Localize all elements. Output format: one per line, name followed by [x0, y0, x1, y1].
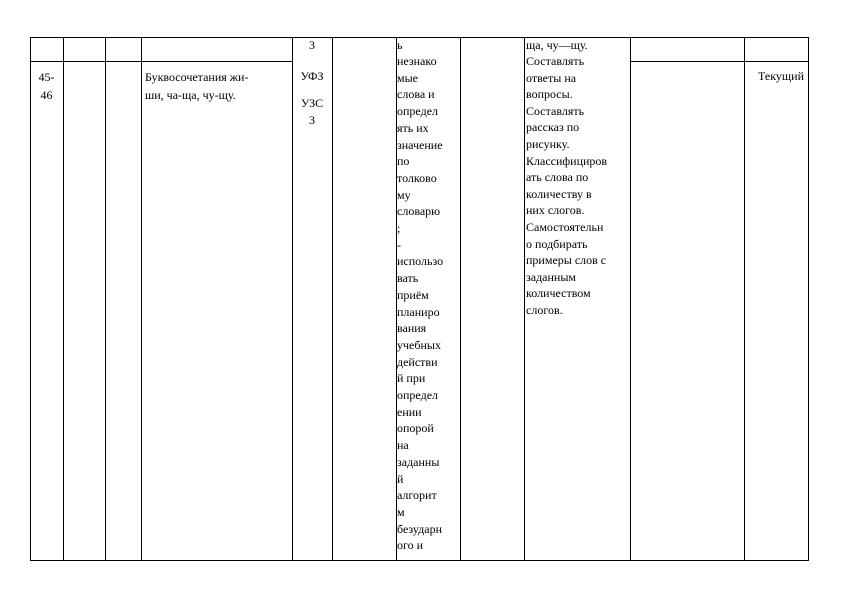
cell-lesson-topic: Буквосочетания жи- ши, ча-ща, чу-щу.	[145, 70, 249, 102]
cell-lesson-type-secondary: УЗС 3	[300, 96, 324, 127]
column-border-7	[460, 37, 461, 561]
column-border-8	[524, 37, 525, 561]
cell-lesson-type-primary: УФЗ	[300, 69, 324, 83]
column-border-9	[630, 37, 631, 561]
row-divider-first	[30, 61, 292, 62]
column-border-0	[30, 37, 31, 561]
column-border-2	[105, 37, 106, 561]
cell-activity-continued: ь	[397, 38, 403, 52]
row-divider-last	[630, 61, 809, 62]
cell-control-type: Текущий	[758, 69, 804, 83]
column-border-5	[332, 37, 333, 561]
cell-lesson-number: 45- 46	[38, 70, 55, 102]
cell-tasks-text: Составлять ответы на вопросы. Составлять рассказ по рисунку. Классифициров ать слова по количеству в них слогов. Самостоятельн о подбирать примеры слов с заданным количеством слогов.	[526, 54, 608, 317]
column-border-10	[744, 37, 745, 561]
column-border-11	[808, 37, 809, 561]
cell-hours-continued: 3	[309, 38, 315, 52]
column-border-1	[63, 37, 64, 561]
table-bottom-border	[30, 560, 809, 561]
cell-activity-text: незнако мые слова и определ ять их значение по толково му словарю ; - использо вать приём планиро вания учебных действи й при определ ении опорой на заданны й алгорит м безударн ого и	[397, 54, 444, 553]
cell-tasks-continued: ща, чу—щу.	[526, 38, 588, 52]
column-border-3	[141, 37, 142, 561]
lesson-plan-table	[30, 37, 809, 561]
